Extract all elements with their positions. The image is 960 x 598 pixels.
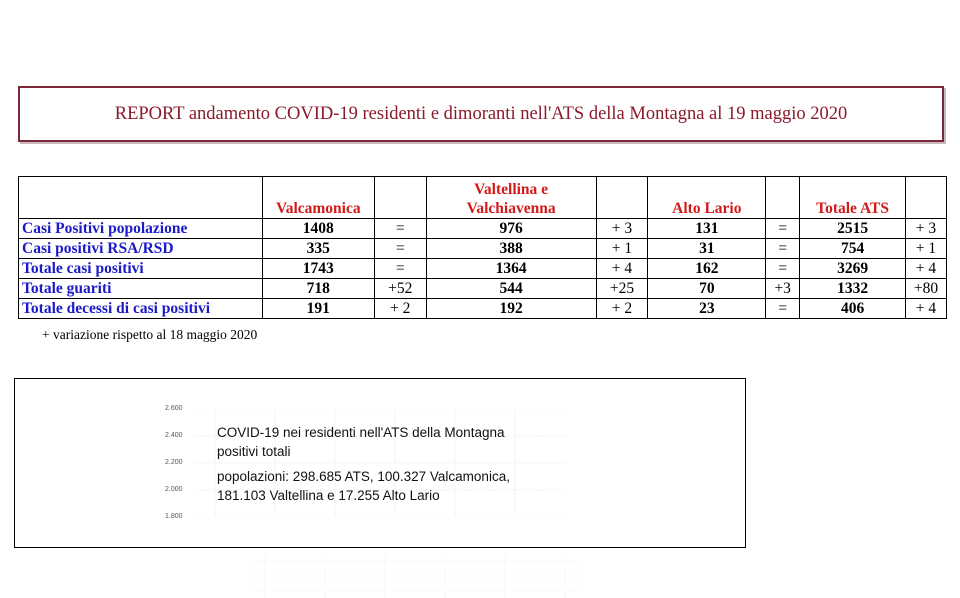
header-alto-lario: Alto Lario: [648, 177, 766, 219]
variation-cell: + 4: [905, 299, 946, 319]
variation-cell: =: [374, 219, 426, 239]
variation-cell: =: [374, 239, 426, 259]
y-tick: 1.800: [165, 513, 183, 520]
chart-frame: [14, 378, 746, 548]
table-row: [19, 299, 947, 319]
table-row: [19, 219, 947, 239]
value-cell: 23: [648, 299, 766, 319]
variation-cell: + 2: [374, 299, 426, 319]
header-var-cell: [596, 177, 648, 219]
variation-cell: =: [766, 239, 800, 259]
variation-cell: =: [766, 299, 800, 319]
table-row: [19, 279, 947, 299]
lower-chart-gridlines: [255, 556, 580, 598]
y-tick: 2.200: [165, 459, 183, 466]
footnote: + variazione rispetto al 18 maggio 2020: [42, 327, 258, 342]
header-empty-cell: [19, 177, 263, 219]
row-label: Totale guariti: [19, 279, 263, 299]
row-label: Totale decessi di casi positivi: [19, 299, 263, 319]
chart-note-line: popolazioni: 298.685 ATS, 100.327 Valcamonica,: [217, 469, 510, 484]
y-tick: 2.000: [165, 486, 183, 493]
variation-cell: +52: [374, 279, 426, 299]
variation-cell: +80: [905, 279, 946, 299]
cases-table: [18, 176, 947, 319]
value-cell: 70: [648, 279, 766, 299]
value-cell: 544: [426, 279, 596, 299]
value-cell: 406: [800, 299, 906, 319]
variation-cell: =: [766, 259, 800, 279]
header-var-cell: [374, 177, 426, 219]
value-cell: 976: [426, 219, 596, 239]
row-label: Casi Positivi popolazione: [19, 219, 263, 239]
variation-cell: =: [766, 219, 800, 239]
header-totale-ats: Totale ATS: [800, 177, 906, 219]
table-row: [19, 259, 947, 279]
header-var-cell: [905, 177, 946, 219]
value-cell: 718: [262, 279, 374, 299]
chart-note-line: 181.103 Valtellina e 17.255 Alto Lario: [217, 488, 440, 503]
variation-cell: + 3: [596, 219, 648, 239]
value-cell: 1364: [426, 259, 596, 279]
value-cell: 191: [262, 299, 374, 319]
value-cell: 3269: [800, 259, 906, 279]
value-cell: 31: [648, 239, 766, 259]
value-cell: 131: [648, 219, 766, 239]
variation-cell: =: [374, 259, 426, 279]
y-tick: 2.600: [165, 405, 183, 412]
variation-cell: + 1: [905, 239, 946, 259]
value-cell: 1332: [800, 279, 906, 299]
chart-caption: [217, 423, 577, 505]
variation-cell: + 2: [596, 299, 648, 319]
value-cell: 388: [426, 239, 596, 259]
value-cell: 192: [426, 299, 596, 319]
value-cell: 754: [800, 239, 906, 259]
report-title-box: [18, 86, 944, 142]
variation-cell: + 3: [905, 219, 946, 239]
header-var-cell: [766, 177, 800, 219]
header-valcamonica: Valcamonica: [262, 177, 374, 219]
value-cell: 1408: [262, 219, 374, 239]
variation-cell: +3: [766, 279, 800, 299]
variation-cell: + 4: [905, 259, 946, 279]
row-label: Totale casi positivi: [19, 259, 263, 279]
table-row: [19, 239, 947, 259]
chart-title-line: COVID-19 nei residenti nell'ATS della Montagna: [217, 425, 505, 440]
variation-cell: + 4: [596, 259, 648, 279]
table-header-row: [19, 177, 947, 219]
header-valtellina: Valtellina e Valchiavenna: [426, 177, 596, 219]
variation-cell: +25: [596, 279, 648, 299]
row-label: Casi positivi RSA/RSD: [19, 239, 263, 259]
value-cell: 1743: [262, 259, 374, 279]
variation-cell: + 1: [596, 239, 648, 259]
y-tick: 2.400: [165, 432, 183, 439]
chart-subtitle-line: positivi totali: [217, 444, 291, 459]
value-cell: 335: [262, 239, 374, 259]
value-cell: 2515: [800, 219, 906, 239]
value-cell: 162: [648, 259, 766, 279]
report-title: REPORT andamento COVID-19 residenti e dimoranti nell'ATS della Montagna al 19 maggio 2020: [114, 103, 848, 124]
